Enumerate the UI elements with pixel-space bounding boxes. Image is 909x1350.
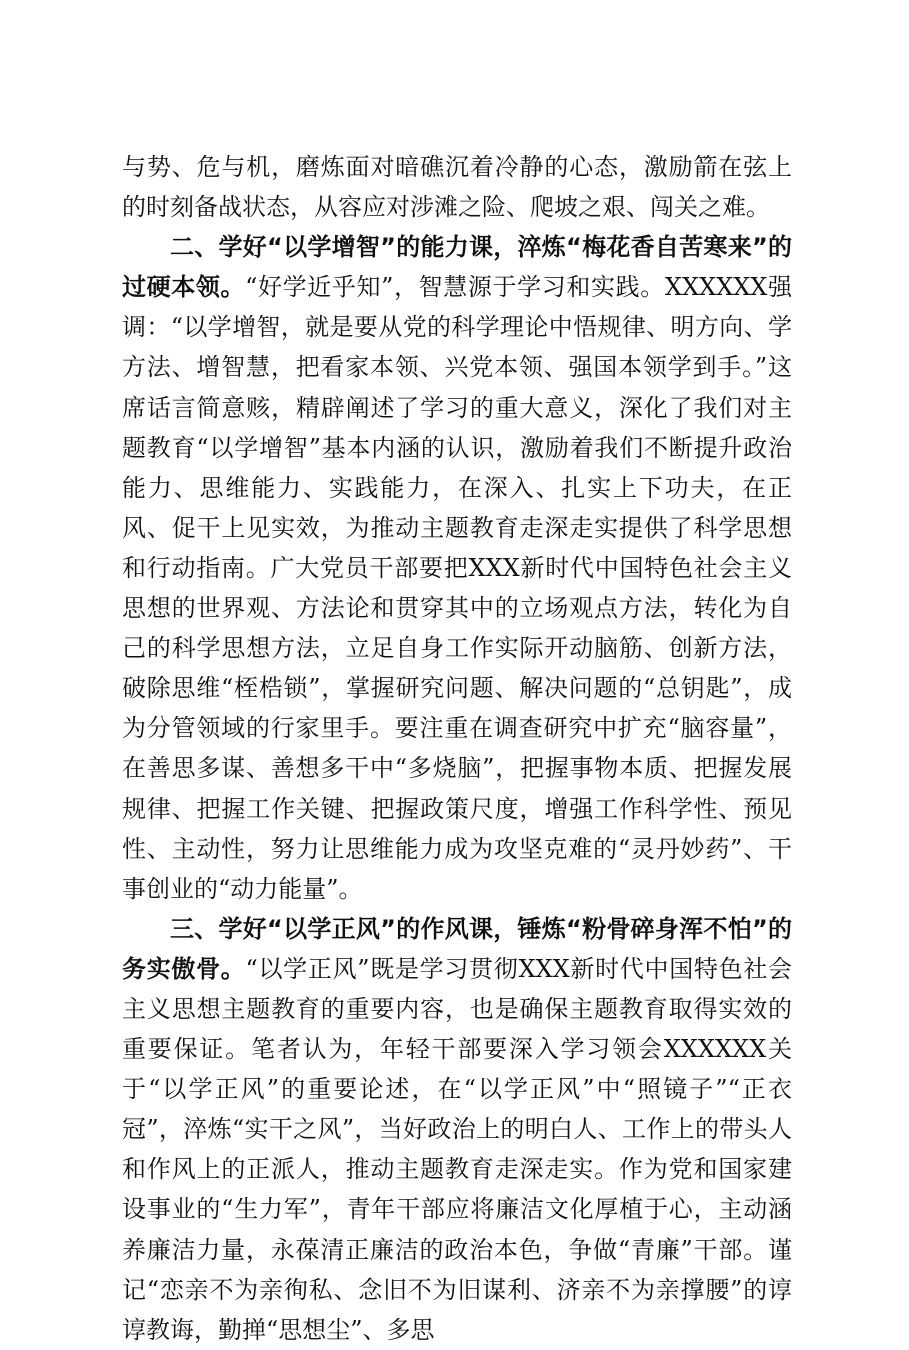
section-heading-2: 二、学好“以学增智”的能力课，淬炼“梅花香自苦寒来”的过硬本领。 [122, 233, 792, 302]
paragraph-body: “好学近乎知”，智慧源于学习和实践。XXXXXX强调：“以学增智，就是要从党的科学理论中悟规律、明方向、学方法、增智慧，把看家本领、兴党本领、强国本领学到手。”这席话言简意赅，精辟阐述了学习的重大意义，深化了我们对主题教育“以学增智”基本内涵的认识，激励着我们不断提升政治能力、思维能力、实践能力，在深入、扎实上下功夫，在正风、促干上见实效，为推动主题教育走深走实提供了科学思想和行动指南。广大党员干部要把XXX新时代中国特色社会主义思想的世界观、方法论和贯穿其中的立场观点方法，转化为自己的科学思想方法，立足自身工作实际开动脑筋、创新方法，破除思维“桎梏锁”，掌握研究问题、解决问题的“总钥匙”，成为分管领域的行家里手。要注重在调查研究中扩充“脑容量”，在善思多谋、善想多干中“多烧脑”，把握事物本质、把握发展规律、把握工作关键、把握政策尺度，增强工作科学性、预见性、主动性，努力让思维能力成为攻坚克难的“灵丹妙药”、干事创业的“动力能量”。 [122, 273, 793, 903]
paragraph-body: “以学正风”既是学习贯彻XXX新时代中国特色社会主义思想主题教育的重要内容，也是确保主题教育取得实效的重要保证。笔者认为，年轻干部要深入学习领会XXXXXX关于“以学正风”的重要论述，在“以学正风”中“照镜子”“正衣冠”，淬炼“实干之风”，当好政治上的明白人、工作上的带头人和作风上的正派人，推动主题教育走深走实。作为党和国家建设事业的“生力军”，青年干部应将廉洁文化厚植于心，主动涵养廉洁力量，永葆清正廉洁的政治本色，争做“青廉”干部。谨记“恋亲不为亲徇私、念旧不为旧谋利、济亲不为亲撑腰”的谆谆教诲，勤掸“思想尘”、多思 [122, 954, 793, 1344]
paragraph-body: 与势、危与机，磨炼面对暗礁沉着冷静的心态，激励箭在弦上的时刻备战状态，从容应对涉滩之险、爬坡之艰、闯关之难。 [122, 153, 792, 222]
section-heading-3: 三、学好“以学正风”的作风课，锤炼“粉骨碎身浑不怕”的务实傲骨。 [122, 914, 792, 983]
paragraph-section-2 [122, 227, 792, 909]
paragraph-continuation [122, 147, 792, 227]
document-page [122, 147, 792, 1350]
paragraph-section-3 [122, 909, 792, 1350]
